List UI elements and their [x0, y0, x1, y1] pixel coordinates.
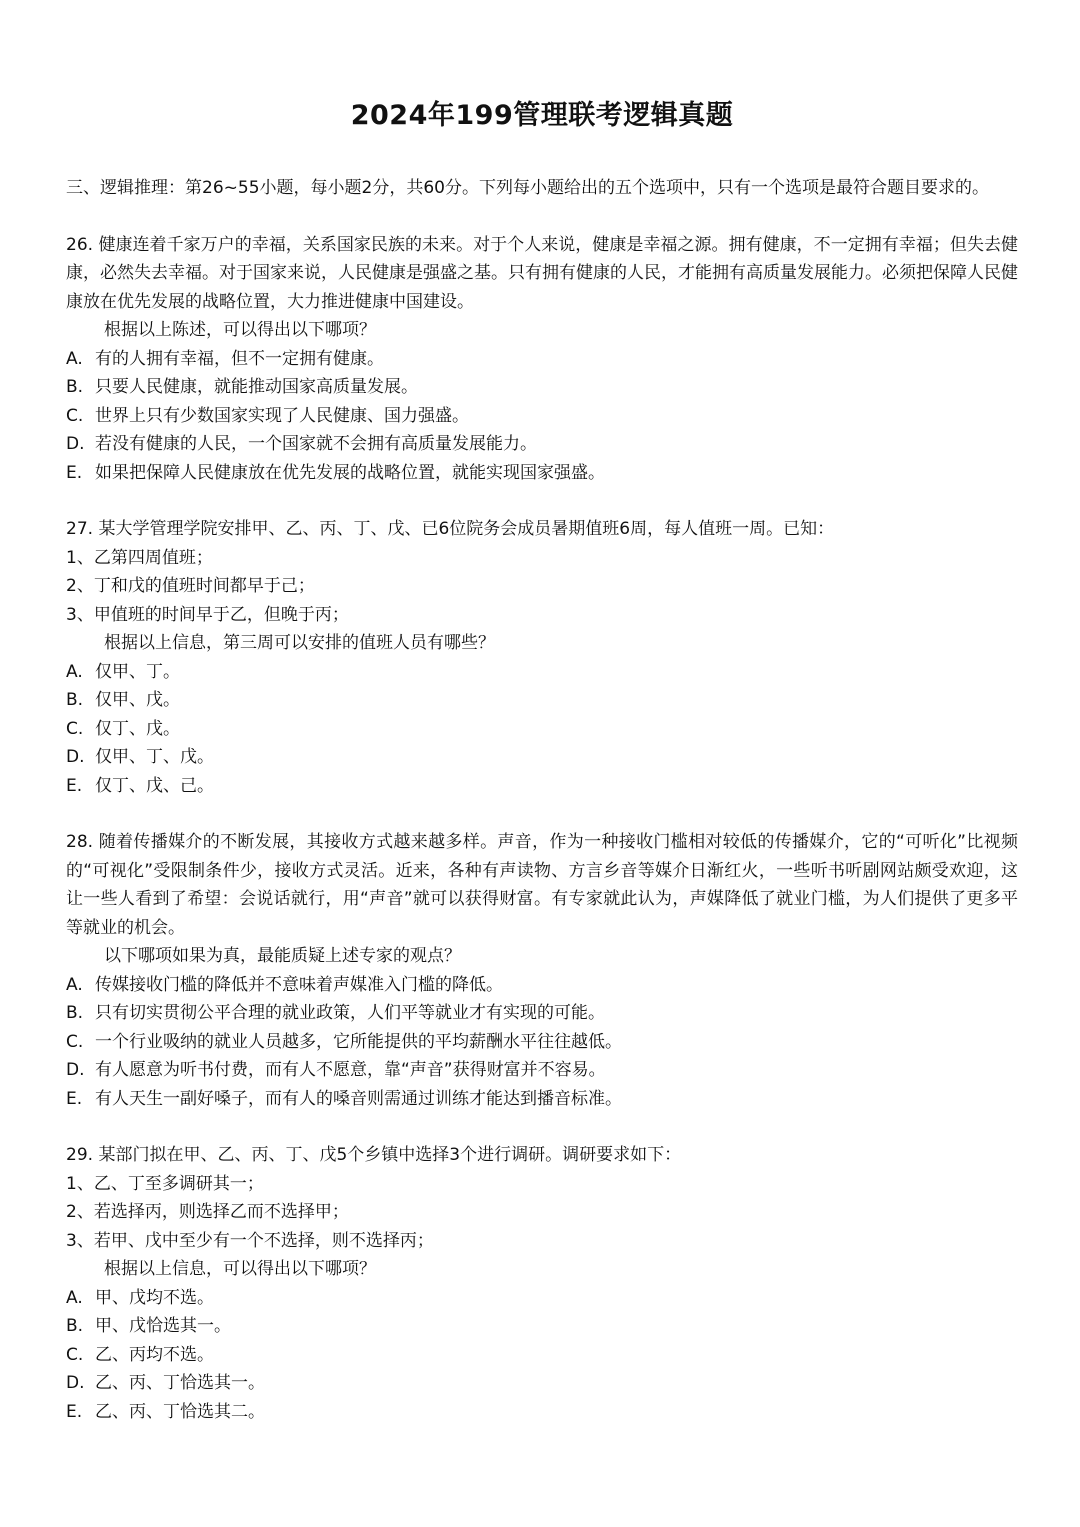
- option-text: 乙、丙均不选。: [95, 1344, 214, 1365]
- section-intro: 三、逻辑推理：第26~55小题，每小题2分，共60分。下列每小题给出的五个选项中，只有一个选项是最符合题目要求的。: [66, 178, 989, 198]
- option-text: 如果把保障人民健康放在优先发展的战略位置，就能实现国家强盛。: [95, 462, 605, 483]
- option-b: [66, 999, 1018, 1028]
- option-letter: B.: [66, 1316, 84, 1336]
- question-29: [66, 1141, 1018, 1426]
- option-text: 只有切实贯彻公平合理的就业政策，人们平等就业才有实现的可能。: [95, 1003, 605, 1023]
- question-stem: 26. 健康连着千家万户的幸福，关系国家民族的未来。对于个人来说，健康是幸福之源。拥有健康，不一定拥有幸福；但失去健康，必然失去幸福。对于国家来说，人民健康是强盛之基。只有拥有健康的人民，才能拥有高质量发展能力。必须把保障人民健康放在优先发展的战略位置，大力推进健康中国建设。: [66, 234, 1018, 312]
- option-text: 仅丁、戊、己。: [95, 775, 214, 796]
- question-stem: 29. 某部门拟在甲、乙、丙、丁、戊5个乡镇中选择3个进行调研。调研要求如下：: [66, 1145, 682, 1165]
- option-b: [66, 1312, 1018, 1341]
- option-letter: C.: [66, 718, 84, 739]
- question-condition: 1、乙、丁至多调研其一；: [66, 1173, 264, 1194]
- option-c: [66, 1341, 1018, 1370]
- option-letter: B.: [66, 690, 84, 710]
- option-text: 若没有健康的人民，一个国家就不会拥有高质量发展能力。: [95, 434, 537, 454]
- option-letter: C.: [66, 405, 84, 426]
- option-a: [66, 345, 1018, 374]
- question-28: [66, 828, 1018, 1113]
- option-text: 世界上只有少数国家实现了人民健康、国力强盛。: [95, 405, 469, 426]
- option-text: 仅甲、丁。: [95, 661, 180, 682]
- question-stem: 28. 随着传播媒介的不断发展，其接收方式越来越多样。声音，作为一种接收门槛相对较低的传播媒介，它的“可听化”比视频的“可视化”受限制条件少，接收方式灵活。近来，各种有声读物、方言乡音等媒介日渐红火，一些听书听剧网站颇受欢迎，这让一些人看到了希望：会说话就行，用“声音”就可以获得财富。有专家就此认为，声媒降低了就业门槛，为人们提供了更多平等就业的机会。: [66, 832, 1018, 938]
- option-letter: E.: [66, 775, 83, 796]
- option-letter: A.: [66, 661, 83, 682]
- option-e: [66, 772, 1018, 801]
- option-letter: E.: [66, 1401, 83, 1422]
- option-c: [66, 715, 1018, 744]
- option-e: [66, 1398, 1018, 1427]
- question-condition: 3、若甲、戊中至少有一个不选择，则不选择丙；: [66, 1230, 434, 1251]
- option-letter: A.: [66, 348, 83, 369]
- option-text: 有人天生一副好嗓子，而有人的嗓音则需通过训练才能达到播音标准。: [95, 1088, 622, 1109]
- option-letter: C.: [66, 1344, 84, 1365]
- question-condition: 3、甲值班的时间早于乙，但晚于丙；: [66, 604, 349, 625]
- question-26: [66, 231, 1018, 488]
- question-prompt: 根据以上信息，可以得出以下哪项？: [104, 1259, 376, 1279]
- question-prompt: 以下哪项如果为真，最能质疑上述专家的观点？: [104, 946, 461, 966]
- option-c: [66, 402, 1018, 431]
- option-e: [66, 1085, 1018, 1114]
- option-text: 乙、丙、丁恰选其一。: [95, 1373, 265, 1393]
- option-b: [66, 686, 1018, 715]
- option-d: [66, 743, 1018, 772]
- option-letter: D.: [66, 1373, 85, 1393]
- option-letter: B.: [66, 377, 84, 397]
- option-text: 甲、戊均不选。: [95, 1287, 214, 1308]
- option-text: 一个行业吸纳的就业人员越多，它所能提供的平均薪酬水平往往越低。: [95, 1031, 622, 1052]
- option-text: 有人愿意为听书付费，而有人不愿意，靠“声音”获得财富并不容易。: [95, 1060, 606, 1080]
- option-text: 有的人拥有幸福，但不一定拥有健康。: [95, 348, 384, 369]
- option-b: [66, 373, 1018, 402]
- option-letter: A.: [66, 974, 83, 995]
- question-condition: 2、若选择丙，则选择乙而不选择甲；: [66, 1202, 349, 1222]
- option-c: [66, 1028, 1018, 1057]
- option-d: [66, 1369, 1018, 1398]
- option-a: [66, 971, 1018, 1000]
- option-text: 只要人民健康，就能推动国家高质量发展。: [95, 377, 418, 397]
- option-text: 乙、丙、丁恰选其二。: [95, 1401, 265, 1422]
- option-letter: B.: [66, 1003, 84, 1023]
- option-letter: E.: [66, 1088, 83, 1109]
- question-condition: 2、丁和戊的值班时间都早于己；: [66, 576, 315, 596]
- option-letter: D.: [66, 1060, 85, 1080]
- option-text: 仅甲、戊。: [95, 690, 180, 710]
- option-letter: D.: [66, 747, 85, 767]
- option-text: 传媒接收门槛的降低并不意味着声媒准入门槛的降低。: [95, 974, 503, 995]
- option-a: [66, 1284, 1018, 1313]
- question-27: [66, 515, 1018, 800]
- option-text: 甲、戊恰选其一。: [95, 1316, 231, 1336]
- option-e: [66, 459, 1018, 488]
- option-letter: E.: [66, 462, 83, 483]
- option-text: 仅丁、戊。: [95, 718, 180, 739]
- question-condition: 1、乙第四周值班；: [66, 547, 213, 568]
- question-stem: 27. 某大学管理学院安排甲、乙、丙、丁、戊、已6位院务会成员暑期值班6周，每人值班一周。已知：: [66, 519, 835, 539]
- page-title: 2024年199管理联考逻辑真题: [350, 100, 734, 131]
- option-d: [66, 430, 1018, 459]
- option-a: [66, 658, 1018, 687]
- question-prompt: 根据以上信息，第三周可以安排的值班人员有哪些？: [104, 633, 495, 653]
- option-d: [66, 1056, 1018, 1085]
- option-letter: C.: [66, 1031, 84, 1052]
- option-letter: D.: [66, 434, 85, 454]
- option-text: 仅甲、丁、戊。: [95, 747, 214, 767]
- option-letter: A.: [66, 1287, 83, 1308]
- question-prompt: 根据以上陈述，可以得出以下哪项？: [104, 320, 376, 340]
